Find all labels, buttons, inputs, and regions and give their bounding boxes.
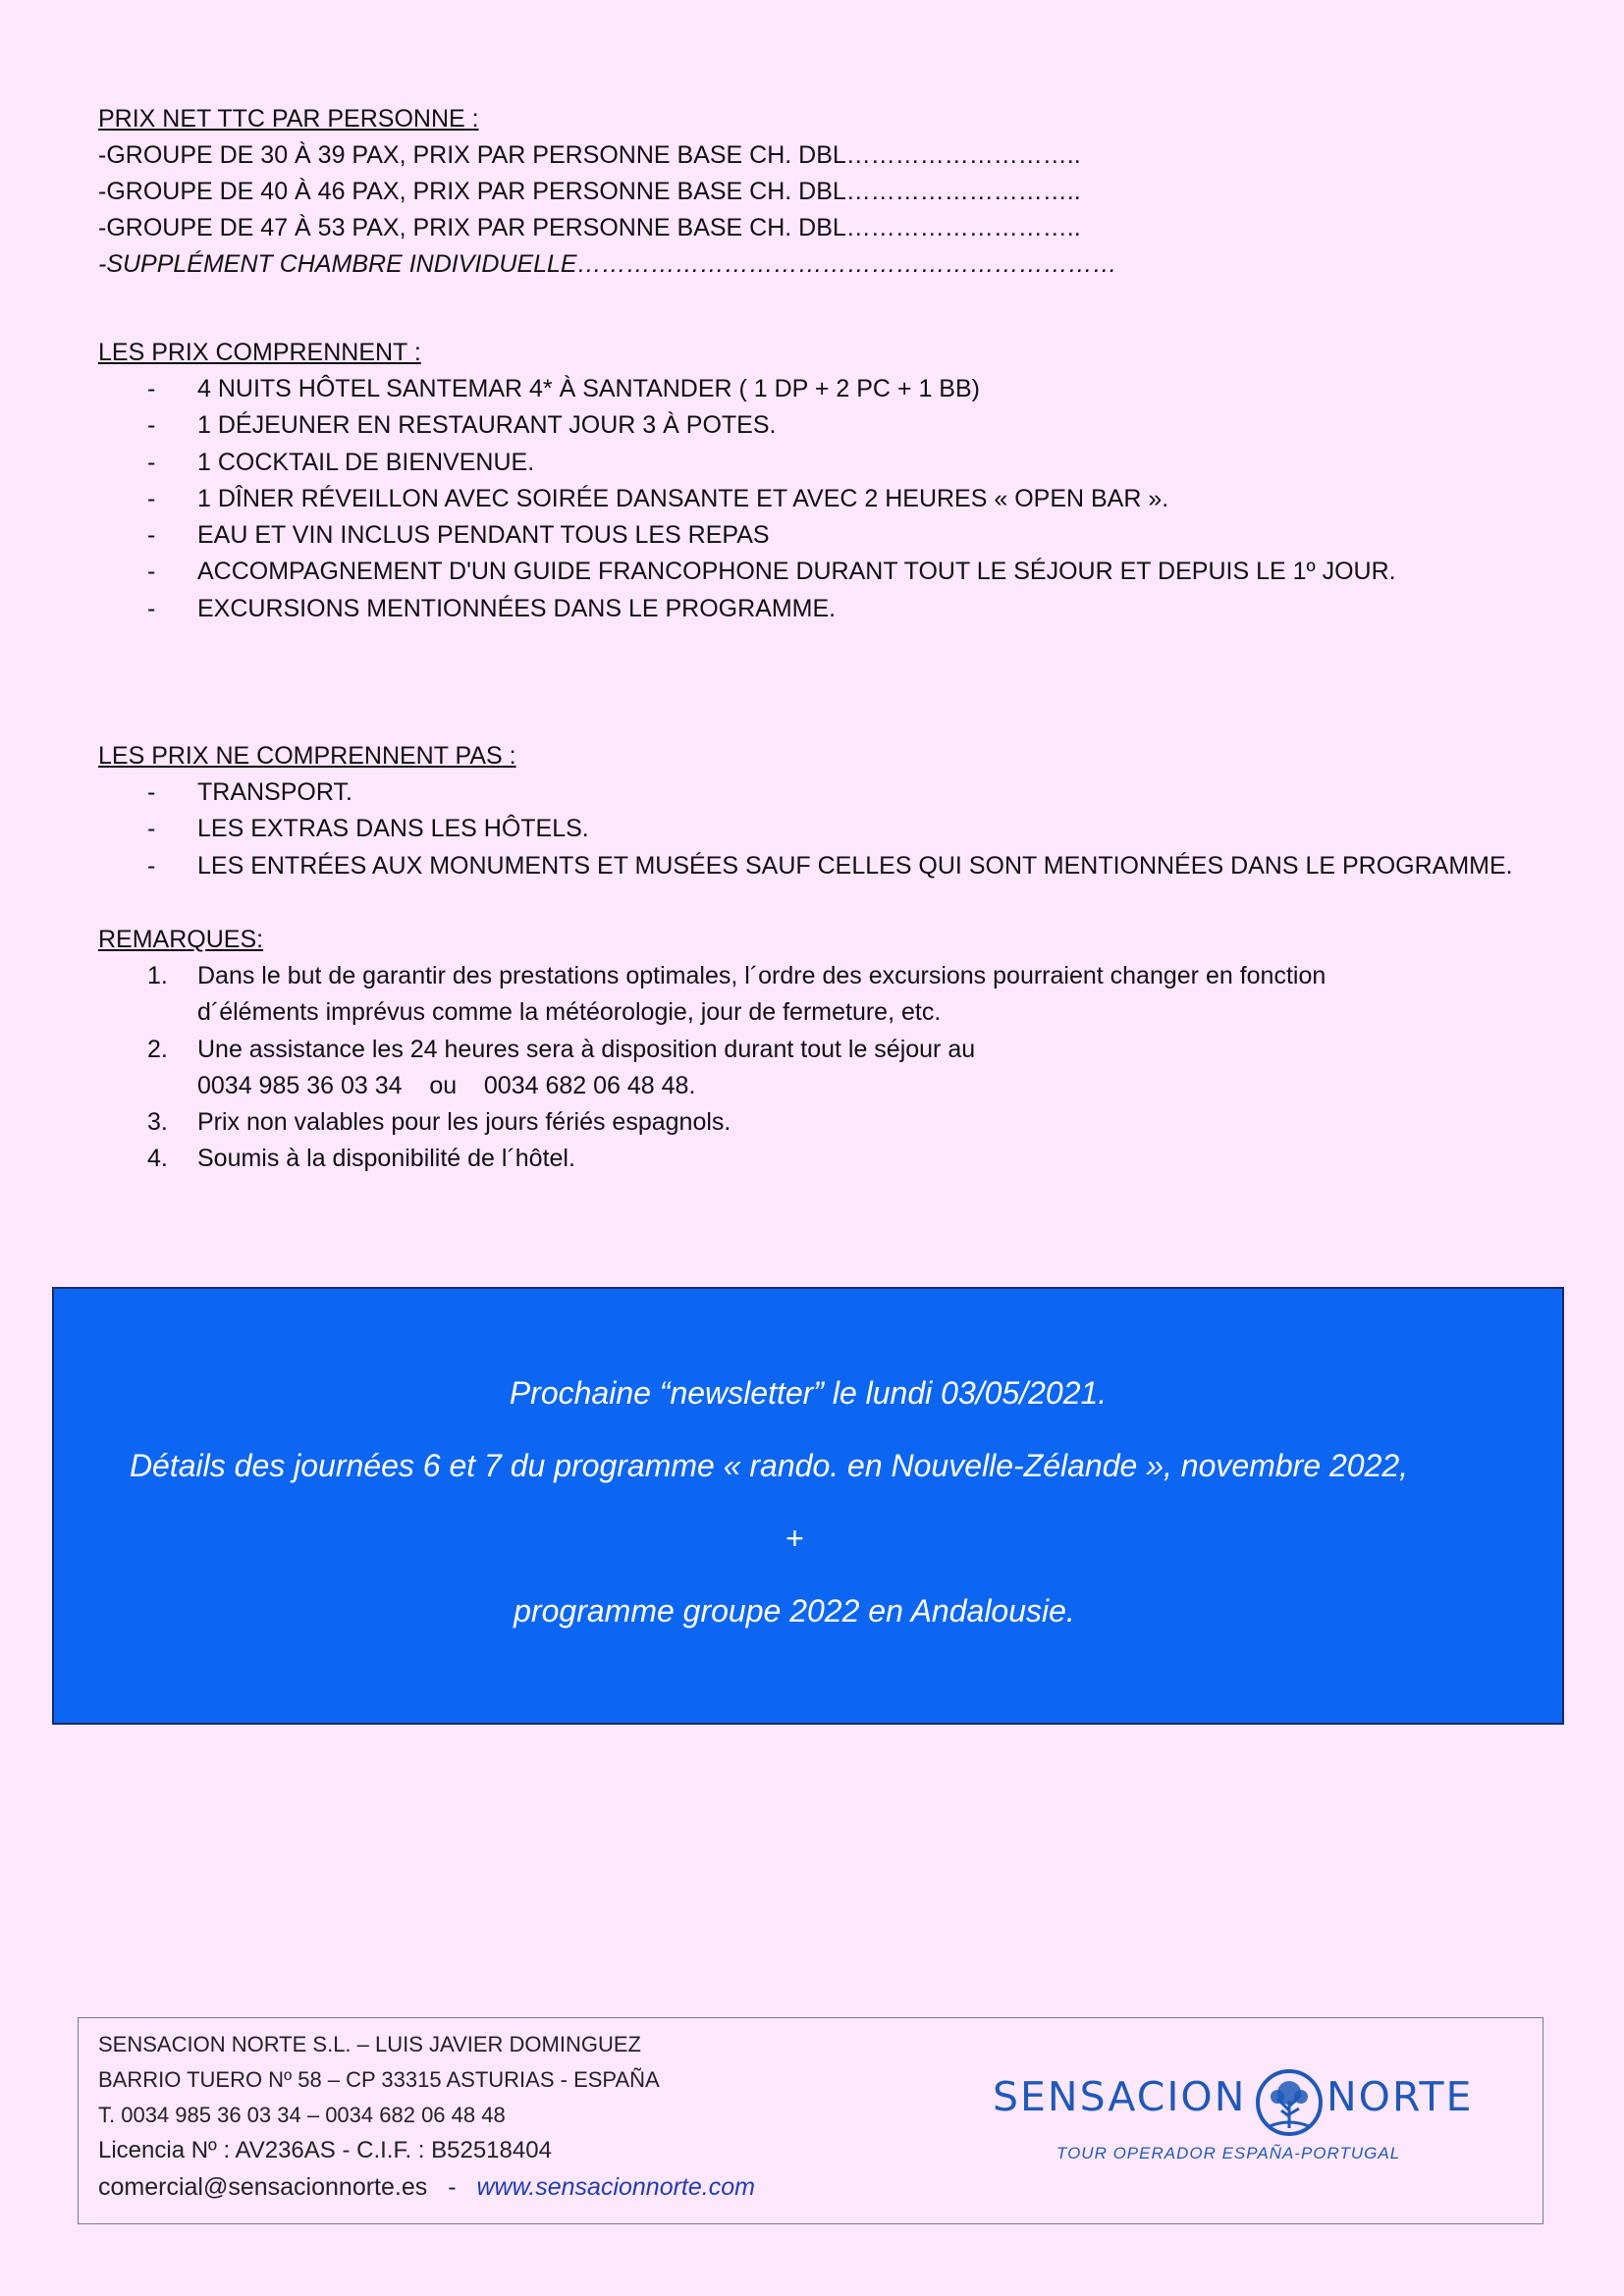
list-item: - LES ENTRÉES AUX MONUMENTS ET MUSÉES SAUF CELLES QUI SONT MENTIONNÉES DANS LE PROGRAMME.	[98, 848, 1551, 884]
included-list	[98, 371, 1551, 627]
footer-license: Licencia Nº : AV236AS - C.I.F. : B52518404	[98, 2137, 552, 2163]
footer-phones: T. 0034 985 36 03 34 – 0034 682 06 48 48	[98, 2103, 506, 2127]
list-item: - 1 COCKTAIL DE BIENVENUE.	[98, 445, 1551, 481]
list-item: - 1 DÎNER RÉVEILLON AVEC SOIRÉE DANSANTE ET AVEC 2 HEURES « OPEN BAR ».	[98, 481, 1551, 517]
list-item: - ACCOMPAGNEMENT D'UN GUIDE FRANCOPHONE DURANT TOUT LE SÉJOUR ET DEPUIS LE 1º JOUR.	[98, 554, 1551, 590]
remark-text: Prix non valables pour les jours fériés espagnols.	[197, 1108, 731, 1137]
remark-phones: 0034 985 36 03 34 ou 0034 682 06 48 48.	[197, 1071, 696, 1099]
remarks-title: REMARQUES:	[98, 926, 264, 953]
list-item: - TRANSPORT.	[98, 774, 1551, 811]
logo-word-right: NORTE	[1326, 2073, 1474, 2120]
remark-number: 3.	[147, 1108, 168, 1137]
price-line-47-53: -GROUPE DE 47 À 53 PAX, PRIX PAR PERSONNE BASE CH. DBL………………………..	[98, 214, 1081, 241]
company-footer	[78, 2017, 1543, 2224]
banner-line-program: programme groupe 2022 en Andalousie.	[514, 1593, 1075, 1629]
footer-company: SENSACION NORTE S.L. – LUIS JAVIER DOMINGUEZ	[98, 2032, 641, 2056]
sensacion-norte-logo	[993, 2067, 1489, 2165]
remark-number: 2.	[147, 1035, 168, 1063]
footer-contact	[98, 2173, 755, 2202]
included-section	[98, 335, 1551, 627]
banner-line-details: Détails des journées 6 et 7 du programme « rando. en Nouvelle-Zélande », novembre 2022,	[129, 1448, 1409, 1483]
list-item: - 1 DÉJEUNER EN RESTAURANT JOUR 3 À POTES.	[98, 407, 1551, 444]
newsletter-banner	[52, 1287, 1564, 1725]
not-included-title: LES PRIX NE COMPRENNENT PAS :	[98, 742, 516, 770]
list-item	[98, 958, 1551, 1032]
footer-email[interactable]: comercial@sensacionnorte.es	[98, 2173, 428, 2201]
remarks-section	[98, 922, 1551, 1178]
banner-line-next-newsletter: Prochaine “newsletter” le lundi 03/05/2021.	[509, 1375, 1108, 1411]
price-line-40-46: -GROUPE DE 40 À 46 PAX, PRIX PAR PERSONNE BASE CH. DBL………………………..	[98, 178, 1081, 205]
list-item: - 4 NUITS HÔTEL SANTEMAR 4* À SANTANDER ( 1 DP + 2 PC + 1 BB)	[98, 371, 1551, 407]
tree-globe-icon	[1254, 2067, 1325, 2138]
not-included-section	[98, 738, 1551, 884]
list-item	[98, 1141, 1551, 1177]
remark-text: Une assistance les 24 heures sera à disposition durant tout le séjour au	[197, 1035, 976, 1063]
remark-text-cont: d´éléments imprévus comme la météorologie, jour de fermeture, etc.	[197, 998, 942, 1027]
logo-word-left: SENSACION	[993, 2073, 1247, 2120]
footer-website-link[interactable]: www.sensacionnorte.com	[476, 2173, 755, 2201]
list-item	[98, 1032, 1551, 1105]
price-line-30-39: -GROUPE DE 30 À 39 PAX, PRIX PAR PERSONNE BASE CH. DBL………………………..	[98, 141, 1081, 169]
remark-text: Soumis à la disponibilité de l´hôtel.	[197, 1145, 575, 1173]
prices-section	[98, 101, 1551, 283]
list-item: - EAU ET VIN INCLUS PENDANT TOUS LES REPAS	[98, 517, 1551, 554]
list-item: - LES EXTRAS DANS LES HÔTELS.	[98, 811, 1551, 847]
prices-title: PRIX NET TTC PAR PERSONNE :	[98, 105, 479, 133]
banner-line-plus: +	[785, 1521, 804, 1556]
not-included-list	[98, 774, 1551, 884]
included-title: LES PRIX COMPRENNENT :	[98, 339, 421, 366]
logo-tagline: TOUR OPERADOR ESPAÑA-PORTUGAL	[1056, 2144, 1401, 2163]
footer-separator: -	[448, 2173, 457, 2201]
remark-number: 1.	[147, 962, 168, 989]
footer-address: BARRIO TUERO Nº 58 – CP 33315 ASTURIAS - ESPAÑA	[98, 2067, 660, 2092]
list-item	[98, 1104, 1551, 1141]
remark-text: Dans le but de garantir des prestations optimales, l´ordre des excursions pourraient changer en fonction	[197, 962, 1326, 989]
price-line-single-supplement: -SUPPLÉMENT CHAMBRE INDIVIDUELLE…………………………………………………………	[98, 250, 1117, 278]
remark-number: 4.	[147, 1145, 168, 1173]
remarks-list	[98, 958, 1551, 1178]
list-item: - EXCURSIONS MENTIONNÉES DANS LE PROGRAMME.	[98, 591, 1551, 627]
